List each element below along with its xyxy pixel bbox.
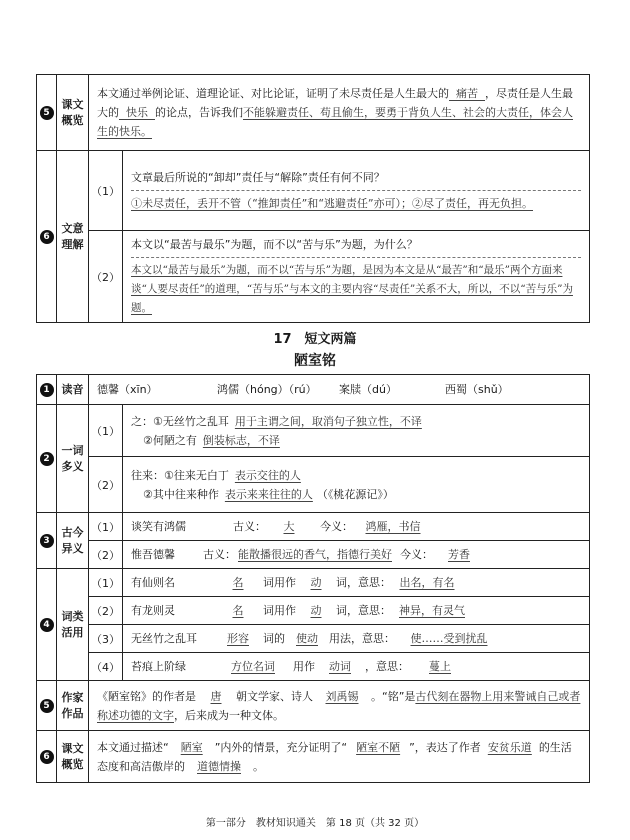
word-class-4: 苔痕上阶绿 方位名词 用作 动词 ，意思： 蔓上 bbox=[123, 653, 590, 681]
row-label: 课文概览 bbox=[57, 75, 89, 151]
question-2: 本文以“最苦与最乐”为题，而不以“苦与乐”为题，为什么？ 本文以“最苦与最乐”为题，而不以“苦与乐”为题，是因为本文是从“最苦”和“最乐”两个方面来谈“人要尽责任”的道理，“苦与乐”与本文的主要内容“尽责任”关系不大，所以，不以“苦与乐”为题。 bbox=[123, 231, 590, 323]
row-number: 1 bbox=[37, 375, 57, 405]
word-class-2: 有龙则灵 名 词用作 动 词，意思： 神异，有灵气 bbox=[123, 597, 590, 625]
sub-number: （1） bbox=[89, 405, 123, 457]
row-label: 词类活用 bbox=[57, 569, 89, 681]
sub-number: （2） bbox=[89, 597, 123, 625]
row-label: 课文概览 bbox=[57, 731, 89, 783]
sub-number: （1） bbox=[89, 569, 123, 597]
polysemy-2: 往来：①往来无白丁 表示交往的人 ②其中往来种作 表示来来往往的人 （《桃花源记》） bbox=[123, 457, 590, 513]
word-class-3: 无丝竹之乱耳 形容 词的 使动 用法，意思： 使……受到扰乱 bbox=[123, 625, 590, 653]
pronunciation-content: 德馨（xīn） 鸿儒（hóng）（rú） 案牍（dú） 西蜀（shǔ） bbox=[89, 375, 590, 405]
row-number: 4 bbox=[37, 569, 57, 681]
sub-number: （4） bbox=[89, 653, 123, 681]
answer-q2: 本文以“最苦与最乐”为题，而不以“苦与乐”为题，是因为本文是从“最苦”和“最乐”两个方面来谈“人要尽责任”的道理，“苦与乐”与本文的主要内容“尽责任”关系不大，所以，不以“苦与乐”为题。 bbox=[131, 264, 573, 314]
polysemy-1: 之：①无丝竹之乱耳 用于主谓之间，取消句子独立性，不译 ②何陋之有 倒装标志，不译 bbox=[123, 405, 590, 457]
answer-1: 痛苦 bbox=[456, 87, 478, 100]
table-top bbox=[36, 74, 590, 323]
table-bottom bbox=[36, 374, 590, 783]
row-number: 5 bbox=[37, 681, 57, 731]
section-title: 17 短文两篇 bbox=[273, 332, 357, 347]
answer-q1: ①未尽责任，丢开不管（“推卸责任”和“逃避责任”亦可）；②尽了责任，再无负担。 bbox=[131, 197, 533, 210]
overview-content: 本文通过描述“ 陋室 ”内外的情景，充分证明了“ 陋室不陋 ”，表达了作者 安贫乐道 的生活态度和高洁傲岸的 道德情操 。 bbox=[89, 731, 590, 783]
answer-3: 不能躲避责任、苟且偷生，要勇于背负人生、社会的大责任，体会人生的快乐。 bbox=[97, 106, 573, 138]
sub-number: （3） bbox=[89, 625, 123, 653]
sub-number: （2） bbox=[89, 541, 123, 569]
overview-content: 本文通过举例论证、道理论证、对比论证，证明了未尽责任是人生最大的 痛苦 ，尽责任是人生最大的 快乐 的论点，告诉我们不能躲避责任、苟且偷生，要勇于背负人生、社会的大责任，体会人生的快乐。 bbox=[89, 75, 590, 151]
row-label: 古今异义 bbox=[57, 513, 89, 569]
page-footer: 第一部分 教材知识通关 第 18 页（共 32 页） bbox=[205, 818, 425, 829]
ancient-modern-1: 谈笑有鸿儒 古义： 大 今义： 鸿雁，书信 bbox=[123, 513, 590, 541]
row-number: 6 bbox=[37, 731, 57, 783]
question-number: （2） bbox=[89, 231, 123, 323]
sub-number: （2） bbox=[89, 457, 123, 513]
row-label: 读音 bbox=[57, 375, 89, 405]
author-content: 《陋室铭》的作者是 唐 朝文学家、诗人 刘禹锡 。“铭”是古代刻在器物上用来警诫自己或者称述功德的文字，后来成为一种文体。 bbox=[89, 681, 590, 731]
question-1: 文章最后所说的“卸却”责任与“解除”责任有何不同？ ①未尽责任，丢开不管（“推卸责任”和“逃避责任”亦可）；②尽了责任，再无负担。 bbox=[123, 151, 590, 231]
row-number: 2 bbox=[37, 405, 57, 513]
answer-2: 快乐 bbox=[126, 106, 148, 119]
row-number: 3 bbox=[37, 513, 57, 569]
sub-title: 陋室铭 bbox=[294, 353, 336, 369]
row-label: 文意理解 bbox=[57, 151, 89, 323]
row-label: 作家作品 bbox=[57, 681, 89, 731]
question-number: （1） bbox=[89, 151, 123, 231]
row-number: 5 bbox=[37, 75, 57, 151]
sub-number: （1） bbox=[89, 513, 123, 541]
row-number: 6 bbox=[37, 151, 57, 323]
ancient-modern-2: 惟吾德馨 古义： 能散播很远的香气，指德行美好 今义： 芳香 bbox=[123, 541, 590, 569]
row-label: 一词多义 bbox=[57, 405, 89, 513]
word-class-1: 有仙则名 名 词用作 动 词，意思： 出名，有名 bbox=[123, 569, 590, 597]
